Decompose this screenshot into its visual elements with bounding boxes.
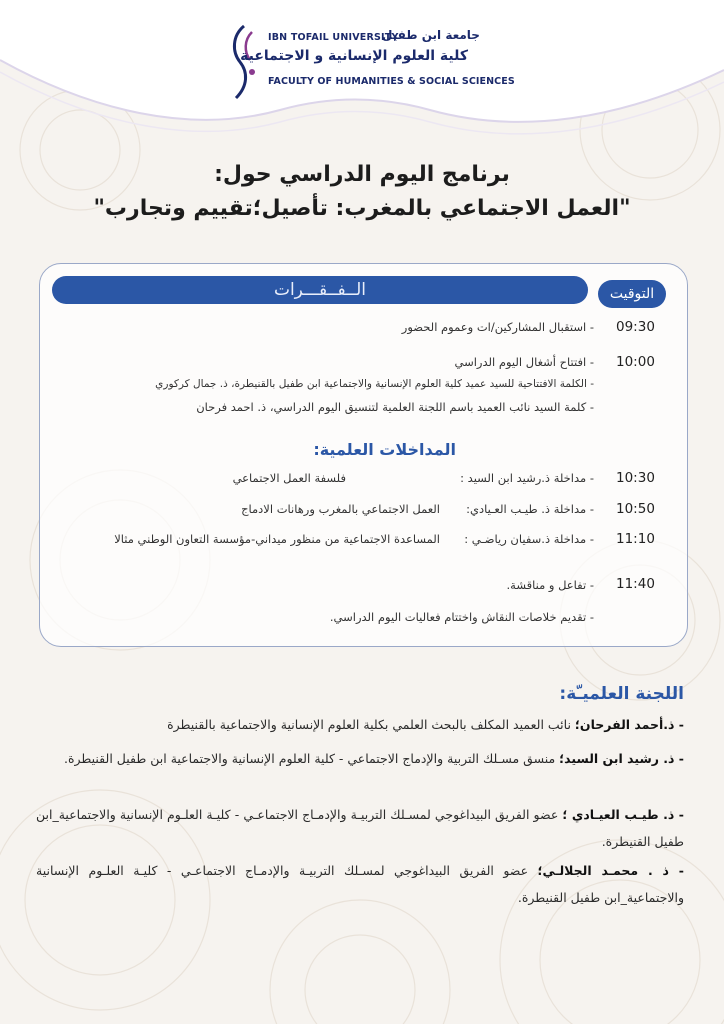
page-subtitle: "العمل الاجتماعي بالمغرب: تأصيل؛تقييم وتجارب" [93, 196, 631, 221]
program-line: - كلمة السيد نائب العميد باسم اللجنة العلمية لتنسيق اليوم الدراسي، ذ. احمد فرحان [196, 400, 594, 414]
program-line: - الكلمة الافتتاحية للسيد عميد كلية العلوم الإنسانية والاجتماعية ابن طفيل بالقنيطرة، ذ. جمال كركوري [155, 378, 594, 390]
time-slot: 11:40 [616, 576, 655, 592]
segments-header: الــفــقـــرات [52, 276, 588, 304]
talk-topic: المساعدة الاجتماعية من منظور ميداني-مؤسسة التعاون الوطني مثالا [114, 532, 440, 546]
committee-member [36, 745, 684, 772]
talk-speaker: - مداخلة ذ.سفيان رياضـي : [464, 532, 594, 546]
member-role: منسق مسـلك التربية والإدماج الاجتماعي - كلية العلوم الإنسانية والاجتماعية ابن طفيل القنيطرة. [63, 751, 560, 766]
time-slot: 10:50 [616, 501, 655, 517]
university-name-ar: جامعة ابن طفيل [382, 28, 480, 42]
faculty-name-en: FACULTY OF HUMANITIES & SOCIAL SCIENCES [268, 76, 515, 87]
member-role: عضو الفريق البيداغوجي لمسـلك التربيـة والإدمـاج الاجتماعـي - كليـة العلـوم الإنسانية والاجتماعية_ابن طفيل القنيطرة. [36, 807, 684, 849]
committee-member [36, 711, 684, 738]
time-header: التوقيت [598, 280, 666, 308]
member-role: عضو الفريق البيداغوجي لمسـلك التربيـة والإدمـاج الاجتماعـي - كليـة العلـوم الإنسانية والاجتماعية_ابن طفيل القنيطرة. [36, 863, 684, 905]
committee-member [36, 801, 684, 855]
time-slot: 11:10 [616, 531, 655, 547]
member-role: نائب العميد المكلف بالبحث العلمي بكلية العلوم الإنسانية والاجتماعية بالقنيطرة [167, 717, 575, 732]
program-line: - استقبال المشاركين/ات وعموم الحضور [401, 320, 594, 334]
member-name: - ذ. طيـب العيـادي ؛ [562, 807, 684, 822]
section-title: المداخلات العلمية: [313, 440, 456, 459]
talk-speaker: - مداخلة ذ. طيـب العـيادي: [466, 502, 594, 516]
program-line: - تفاعل و مناقشة. [506, 578, 594, 592]
talk-topic: العمل الاجتماعي بالمغرب ورهانات الادماج [241, 502, 440, 516]
member-name: - ذ . محمـد الجلالـي؛ [537, 863, 684, 878]
member-name: - ذ.أحمد الفرحان؛ [574, 717, 684, 732]
committee-member [36, 857, 684, 911]
time-slot: 09:30 [616, 319, 655, 335]
page-title: برنامج اليوم الدراسي حول: [214, 162, 510, 187]
time-slot: 10:30 [616, 470, 655, 486]
program-line: - تقديم خلاصات النقاش واختتام فعاليات اليوم الدراسي. [329, 610, 594, 624]
university-name-en: IBN TOFAIL UNIVERSITY [268, 32, 399, 43]
talk-topic: فلسفة العمل الاجتماعي [232, 471, 346, 485]
university-logo [222, 18, 515, 106]
committee-title: اللجنة العلميـّة: [559, 684, 684, 704]
program-line: - افتتاح أشغال اليوم الدراسي [454, 355, 594, 369]
talk-speaker: - مداخلة ذ.رشيد ابن السيد : [460, 471, 594, 485]
time-slot: 10:00 [616, 354, 655, 370]
member-name: - ذ. رشيد ابن السيد؛ [559, 751, 684, 766]
faculty-name-ar: كلية العلوم الإنسانية و الاجتماعية [240, 48, 468, 64]
